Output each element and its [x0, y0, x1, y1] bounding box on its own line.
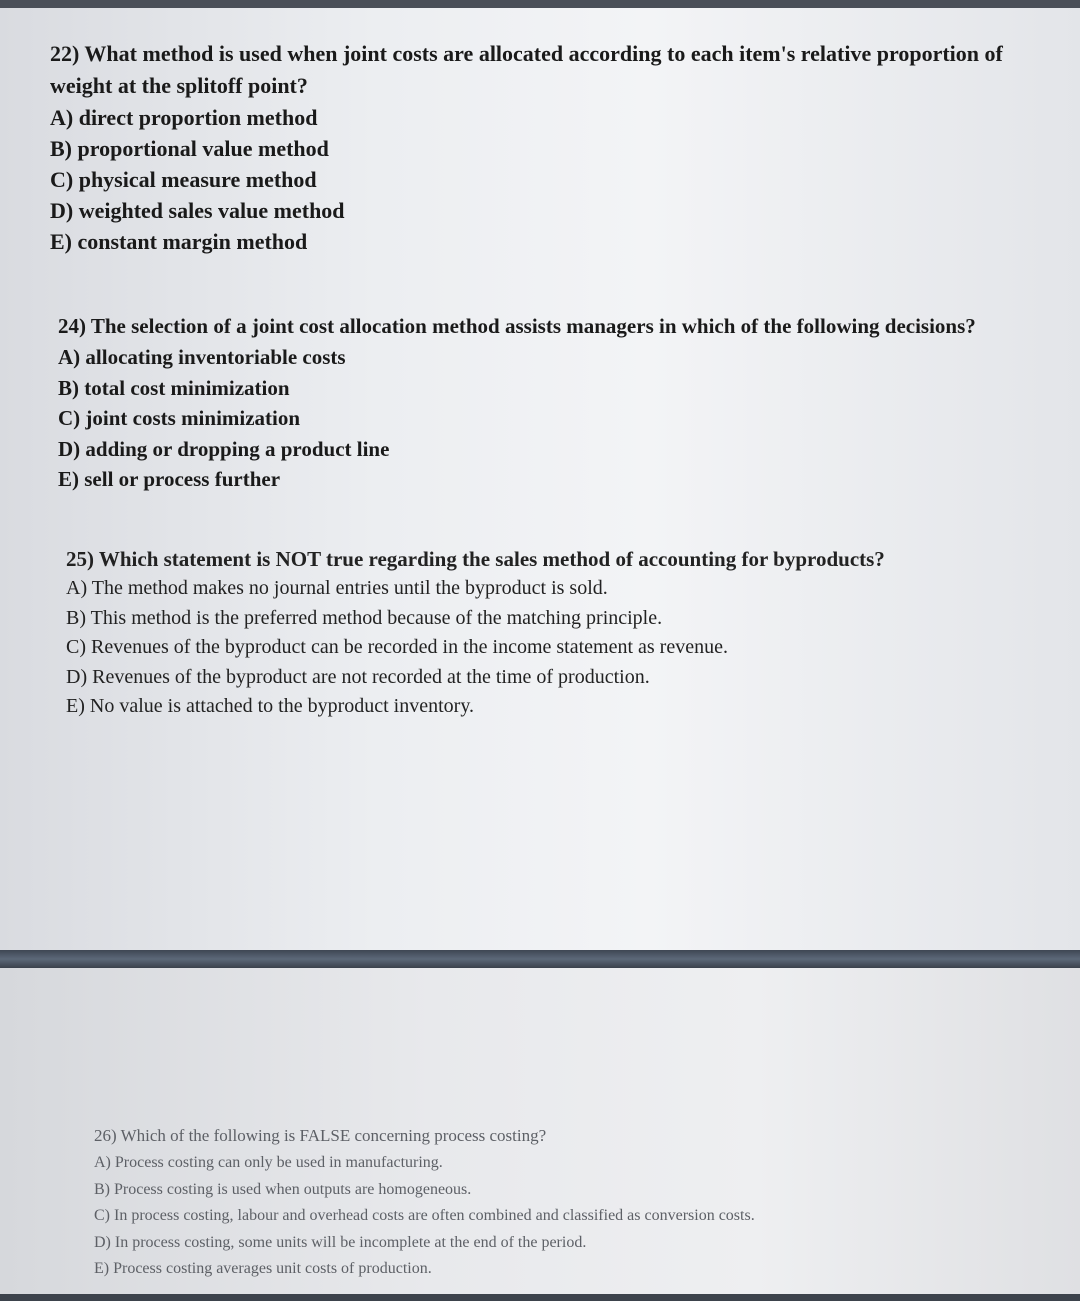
question-22-option-b[interactable]: B) proportional value method	[50, 136, 329, 161]
question-25-option-c[interactable]: C) Revenues of the byproduct can be recorded in the income statement as revenue.	[66, 636, 728, 658]
question-24-option-a[interactable]: A) allocating inventoriable costs	[58, 345, 346, 369]
question-25	[66, 544, 885, 722]
question-22-option-e[interactable]: E) constant margin method	[50, 229, 308, 254]
question-22	[50, 38, 1060, 257]
question-24-option-e[interactable]: E) sell or process further	[58, 467, 281, 491]
question-25-text: 25) Which statement is NOT true regarding the sales method of accounting for byproducts?	[66, 547, 885, 571]
question-26-option-a[interactable]: A) Process costing can only be used in manufacturing.	[94, 1154, 443, 1171]
question-22-option-d[interactable]: D) weighted sales value method	[50, 198, 345, 223]
top-edge	[0, 0, 1080, 8]
question-22-text: 22) What method is used when joint costs are allocated according to each item's relative proportion of weight at the splitoff point?	[50, 41, 1003, 98]
question-25-option-b[interactable]: B) This method is the preferred method because of the matching principle.	[66, 606, 663, 629]
question-24-option-d[interactable]: D) adding or dropping a product line	[58, 436, 390, 461]
question-25-option-a[interactable]: A) The method makes no journal entries until the byproduct is sold.	[66, 577, 608, 599]
question-25-option-d[interactable]: D) Revenues of the byproduct are not recorded at the time of production.	[66, 665, 650, 688]
question-26	[94, 1122, 755, 1283]
page-divider	[0, 950, 1080, 968]
question-24-text: 24) The selection of a joint cost allocation method assists managers in which of the following decisions?	[58, 314, 976, 338]
bottom-edge	[0, 1294, 1080, 1301]
question-22-option-a[interactable]: A) direct proportion method	[50, 105, 318, 130]
question-24	[58, 310, 976, 495]
question-25-option-e[interactable]: E) No value is attached to the byproduct inventory.	[66, 695, 475, 717]
question-24-option-b[interactable]: B) total cost minimization	[58, 375, 290, 400]
question-22-option-c[interactable]: C) physical measure method	[50, 167, 317, 192]
question-26-option-b[interactable]: B) Process costing is used when outputs are homogeneous.	[94, 1180, 472, 1198]
question-26-option-e[interactable]: E) Process costing averages unit costs of production.	[94, 1260, 432, 1277]
question-26-text: 26) Which of the following is FALSE concerning process costing?	[94, 1126, 547, 1145]
question-26-option-c[interactable]: C) In process costing, labour and overhead costs are often combined and classified as conversion costs.	[94, 1207, 755, 1224]
question-24-option-c[interactable]: C) joint costs minimization	[58, 406, 301, 430]
question-26-option-d[interactable]: D) In process costing, some units will be incomplete at the end of the period.	[94, 1233, 587, 1251]
